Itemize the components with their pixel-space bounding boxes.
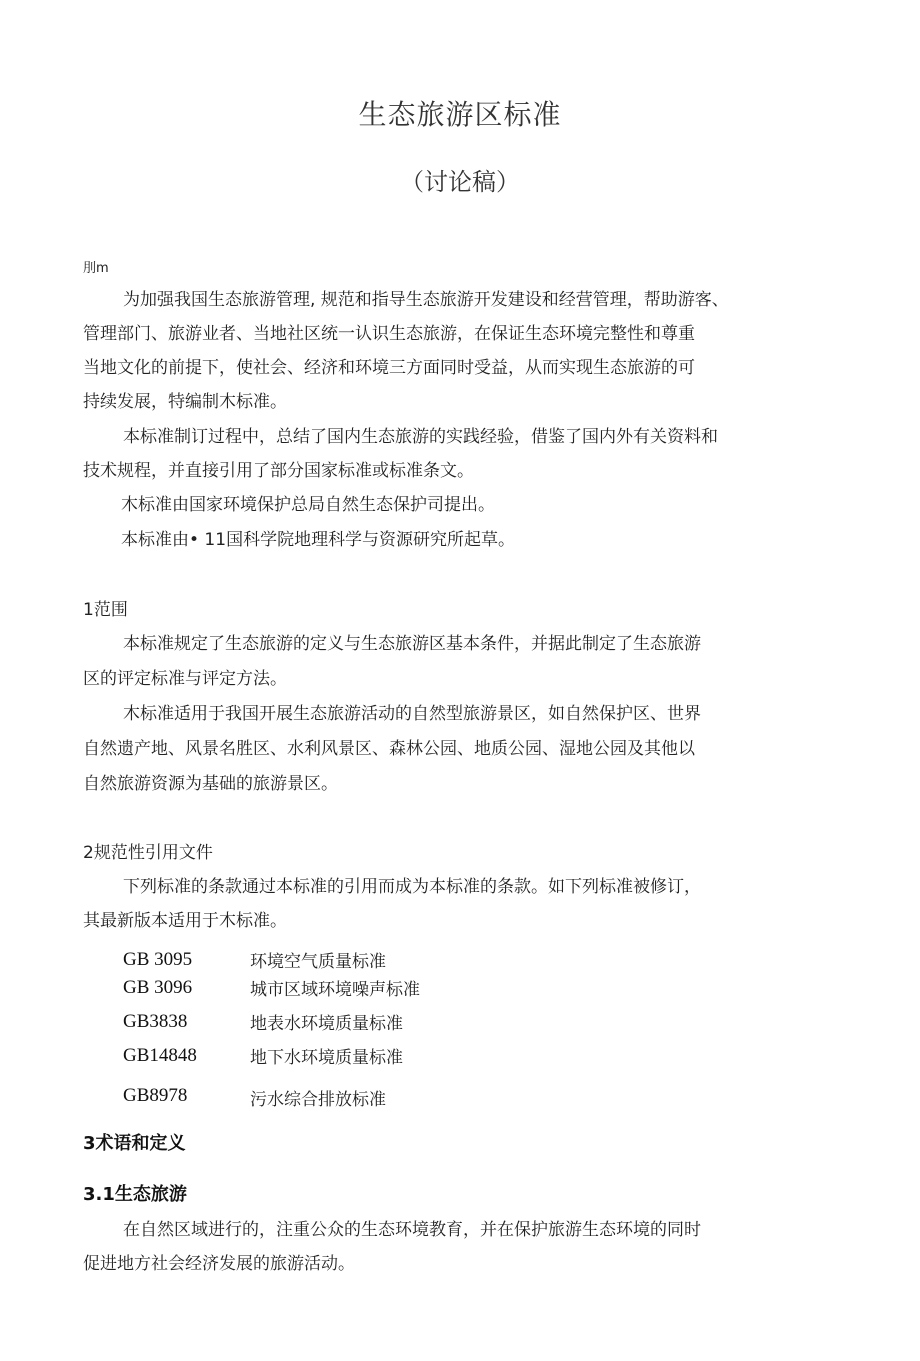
section1-p1-line1: 本标准规定了生态旅游的定义与生态旅游区基本条件，并据此制定了生态旅游 <box>123 634 701 654</box>
foreword-p2-line2: 技术规程，并直接引用了部分国家标准或标准条文。 <box>83 461 474 481</box>
foreword-p4-line1: 本标准由• 11国科学院地理科学与资源研究所起草。 <box>121 530 516 550</box>
standard-name-1: 环境空气质量标准 <box>250 952 386 972</box>
standard-code-2: GB 3096 <box>123 977 193 998</box>
foreword-p2-line1: 本标准制订过程中，总结了国内生态旅游的实践经验，借鉴了国内外有关资料和 <box>123 427 718 447</box>
document-subtitle: （讨论稿） <box>400 168 520 196</box>
section3-1-line2: 促进地方社会经济发展的旅游活动。 <box>83 1254 355 1274</box>
foreword-p1-line4: 持续发展，特编制木标准。 <box>83 392 287 412</box>
section1-p2-line2: 自然遗产地、风景名胜区、水利风景区、森林公园、地质公园、湿地公园及其他以 <box>83 739 695 759</box>
standard-name-2: 城市区域环境噪声标准 <box>250 980 420 1000</box>
standard-code-1: GB 3095 <box>123 949 193 970</box>
section1-p2-line1: 木标准适用于我国开展生态旅游活动的自然型旅游景区，如自然保护区、世界 <box>123 704 701 724</box>
document-title: 生态旅游区标准 <box>358 98 562 131</box>
standard-name-5: 污水综合排放标准 <box>250 1090 386 1110</box>
section1-p1-line2: 区的评定标准与评定方法。 <box>83 669 287 689</box>
section2-heading: 2规范性引用文件 <box>83 843 213 863</box>
standard-code-3: GB3838 <box>123 1011 188 1032</box>
standard-code-4: GB14848 <box>123 1045 197 1066</box>
foreword-p1-line2: 管理部门、旅游业者、当地社区统一认识生态旅游，在保证生态环境完整性和尊重 <box>83 324 695 344</box>
standard-name-3: 地表水环境质量标准 <box>250 1014 403 1034</box>
section2-intro-line1: 下列标准的条款通过本标准的引用而成为本标准的条款。如下列标准被修订， <box>123 877 701 897</box>
foreword-heading: 刖m <box>83 261 109 276</box>
section3-1-line1: 在自然区域进行的，注重公众的生态环境教育，并在保护旅游生态环境的同时 <box>123 1220 701 1240</box>
section1-heading: 1范围 <box>83 600 128 620</box>
section3-heading: 3术语和定义 <box>83 1133 186 1154</box>
section3-1-heading: 3.1生态旅游 <box>83 1184 187 1205</box>
standard-name-4: 地下水环境质量标准 <box>250 1048 403 1068</box>
foreword-p1-line3: 当地文化的前提下，使社会、经济和环境三方面同时受益，从而实现生态旅游的可 <box>83 358 695 378</box>
foreword-p1-line1: 为加强我国生态旅游管理, 规范和指导生态旅游开发建设和经营管理，帮助游客、 <box>123 290 729 310</box>
section2-intro-line2: 其最新版本适用于木标准。 <box>83 911 287 931</box>
foreword-p3-line1: 木标准由国家环境保护总局自然生态保护司提出。 <box>121 495 495 515</box>
section1-p2-line3: 自然旅游资源为基础的旅游景区。 <box>83 774 338 794</box>
standard-code-5: GB8978 <box>123 1085 188 1106</box>
